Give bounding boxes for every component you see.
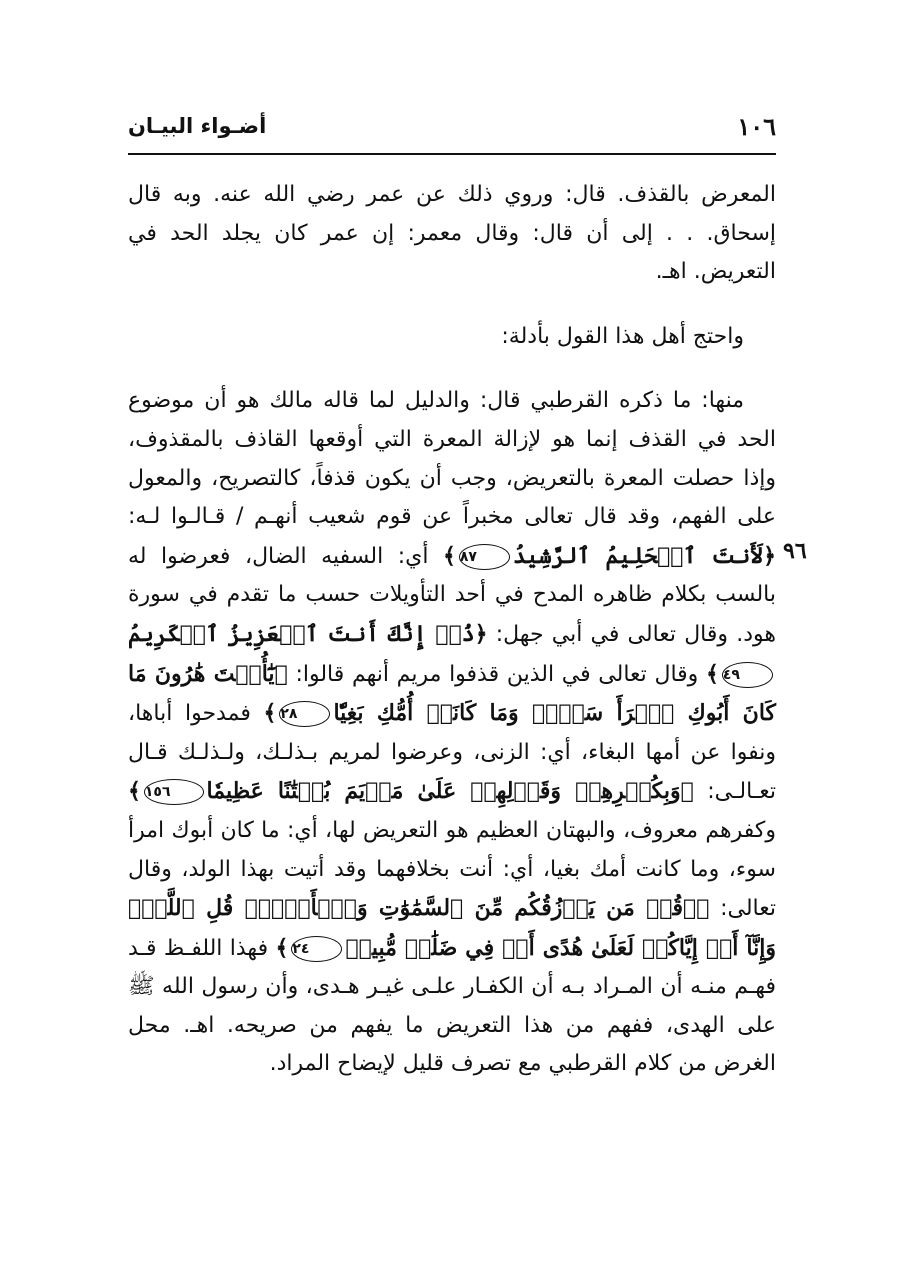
header-divider <box>128 153 776 155</box>
quran-verse: وَبِكُفۡرِهِمۡ وَقَوۡلِهِمۡ عَلَىٰ مَرۡيَمَ بُهۡتَٰنًا عَظِيمٗا <box>206 778 681 805</box>
quran-verse: يَٰٓأُخۡتَ هَٰرُونَ مَا كَانَ أَبُوكِ ٱمۡرَأَ سَوۡءٖ وَمَا كَانَتۡ أُمُّكِ بَغِيّٗا <box>128 660 777 727</box>
quran-verse: لَأَنتَ ٱلۡحَلِيمُ ٱلرَّشِيدُ <box>512 542 764 569</box>
paragraph-text: أي: السفيه الضال، فعرضوا له بالسب بكلام ظاهره المدح في أحد التأويلات حسب ما تقدم في سورة هود. وقال تعالى في أبي جهل: <box>128 543 776 647</box>
paragraph-text: فمدحوا أباها، ونفوا عن أمها البغاء، أي: الزنى، وعرضوا لمريم بـذلـك، ولـذلـك قـال تعـالـى: <box>128 701 776 805</box>
verse-number-marker: ٢٨ <box>279 701 330 727</box>
paragraph-text: وكفرهم معروف، والبهتان العظيم هو التعريض لها، أي: ما كان أبوك امرأ سوء، وما كانت أمك بغيا، أي: أنت بخلافهما وقد أتيت بهذا الولد، وقال تعالى: <box>128 817 776 922</box>
quran-bracket-open: ﴿ <box>680 778 694 805</box>
quran-bracket-close: ﴾ <box>128 778 141 805</box>
quran-bracket-open: ﴿ <box>763 542 776 569</box>
quran-bracket-close: ﴾ <box>275 934 289 961</box>
paragraph-qurtubi-evidence <box>128 382 776 1084</box>
book-title: أضـواء البيـان <box>128 114 267 138</box>
quran-bracket-close: ﴾ <box>263 700 277 727</box>
quran-bracket-open: ﴿ <box>474 620 488 647</box>
verse-number-marker: ٨٧ <box>459 544 510 570</box>
quran-verse: ۞قُلۡ مَن يَرۡزُقُكُم مِّنَ ٱلسَّمَٰوَٰتِ وَٱلۡأَرۡضِۖ قُلِ ٱللَّهُۖ وَإِنَّآ أَوۡ إِيَّاكُمۡ لَعَلَىٰ هُدًى أَوۡ فِي ضَلَٰلٖ مُّبِينٖ <box>128 895 776 961</box>
paragraph-text: واحتج أهل هذا القول بأدلة: <box>501 323 744 349</box>
paragraph-text: وقال تعالى في الذين قذفوا مريم أنهم قالوا: <box>295 661 699 687</box>
verse-number-marker: ١٥٦ <box>144 779 204 805</box>
quran-bracket-open: ﴿ <box>274 660 288 687</box>
paragraph-evidence-intro <box>128 318 776 357</box>
body-text <box>128 176 776 1084</box>
paragraph-text: المعرض بالقذف. قال: وروي ذلك عن عمر رضي الله عنه. وبه قال إسحاق. . . إلى أن قال: وقال معمر: إن عمر كان يجلد الحد في التعريض. اهـ. <box>128 182 776 285</box>
paragraph-spacer <box>128 292 776 318</box>
paragraph-quote-continuation <box>128 176 776 292</box>
page-header <box>128 108 776 148</box>
quran-verse: ذُقۡ إِنَّكَ أَنتَ ٱلۡعَزِيزُ ٱلۡكَرِيمُ <box>128 620 475 647</box>
verse-number-marker: ٢٤ <box>291 936 342 962</box>
paragraph-text: فهذا اللفـظ قـد فهـم منـه أن المـراد بـه أن الكفـار علـى غيـر هـدى، وأن رسول الله ﷺ على الهدى، ففهم من هذا التعريض ما يفهم من صريحه. اهـ. محل الغرض من كلام القرطبي مع تصرف قليل لإيضاح المراد. <box>128 935 776 1077</box>
verse-number-marker: ٤٩ <box>722 662 773 688</box>
page-number: ١٠٦ <box>737 112 776 141</box>
original-page-marker: ٩٦ <box>783 538 807 564</box>
quran-bracket-open: ﴿ <box>696 895 710 922</box>
quran-bracket-close: ﴾ <box>706 660 719 687</box>
quran-bracket-close: ﴾ <box>442 542 456 569</box>
paragraph-spacer <box>128 356 776 382</box>
paragraph-text: منها: ما ذكره القرطبي قال: والدليل لما قاله مالك هو أن موضوع الحد في القذف إنما هو لإزالة المعرة التي أوقعها القاذف بالمقذوف، وإذا حصلت المعرة بالتعريض، وجب أن يكون قذفاً، كالتصريح، والمعول على الفهم، وقد قال تعالى مخبراً عن قوم شعيب أنهـم / قـالـوا لـه: <box>128 388 776 530</box>
